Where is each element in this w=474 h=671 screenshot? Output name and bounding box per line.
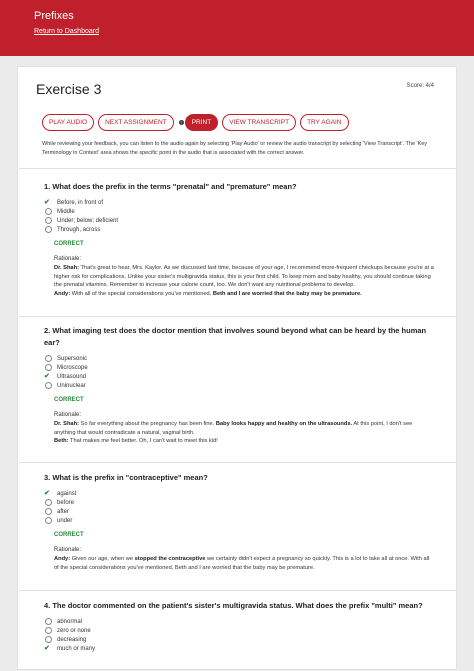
option-label: Middle bbox=[57, 208, 75, 215]
speaker-name: Dr. Shah: bbox=[54, 421, 79, 427]
exercise-title: Exercise 3 bbox=[36, 81, 102, 97]
option-label: after bbox=[57, 508, 70, 515]
rationale-text bbox=[54, 555, 434, 572]
view-transcript-button[interactable]: VIEW TRANSCRIPT bbox=[222, 114, 296, 131]
rationale-label: Rationale: bbox=[54, 256, 82, 262]
dialogue-text: So far everything about the pregnancy has been fine. bbox=[78, 421, 216, 427]
option-label: Supersonic bbox=[57, 355, 88, 362]
print-button[interactable]: PRINT bbox=[185, 114, 219, 131]
app-header bbox=[0, 0, 474, 56]
answer-option[interactable] bbox=[44, 198, 435, 207]
question-title: 2. What imaging test does the doctor mention that involves sound beyond what can be heard by the human ear? bbox=[44, 326, 427, 347]
option-label: before bbox=[57, 499, 75, 506]
radio-button-icon[interactable] bbox=[45, 499, 52, 506]
answer-option[interactable] bbox=[44, 225, 435, 234]
answer-options bbox=[44, 198, 435, 234]
rationale-label: Rationale: bbox=[54, 547, 82, 553]
speaker-name: Andy: bbox=[54, 556, 71, 562]
radio-button-icon[interactable] bbox=[45, 508, 52, 515]
question-2 bbox=[19, 316, 457, 462]
rationale-text bbox=[54, 420, 434, 446]
option-label: Under; below; deficient bbox=[57, 217, 119, 224]
option-label: against bbox=[57, 490, 77, 497]
option-label: Through, across bbox=[57, 226, 101, 233]
answer-option[interactable] bbox=[44, 372, 435, 381]
radio-button-icon[interactable] bbox=[45, 208, 52, 215]
option-label: Uninuclear bbox=[57, 382, 86, 389]
page-title: Prefixes bbox=[34, 10, 74, 22]
option-label: under bbox=[57, 517, 73, 524]
speaker-name: Beth: bbox=[54, 438, 69, 444]
radio-button-icon[interactable] bbox=[45, 217, 52, 224]
radio-button-icon[interactable] bbox=[45, 618, 52, 625]
score-label: Score: 4/4 bbox=[406, 83, 434, 89]
correct-badge: CORRECT bbox=[54, 241, 84, 247]
radio-button-icon[interactable] bbox=[45, 517, 52, 524]
checkmark-icon: ✔ bbox=[44, 372, 50, 380]
answer-option[interactable] bbox=[44, 507, 435, 516]
answer-option[interactable] bbox=[44, 207, 435, 216]
radio-button-icon[interactable] bbox=[45, 364, 52, 371]
question-4 bbox=[19, 590, 457, 671]
answer-option[interactable] bbox=[44, 354, 435, 363]
question-1 bbox=[19, 168, 457, 316]
dialogue-text: At this point, I don't see anything that would contradicate a natural, vaginal birth. bbox=[54, 421, 413, 436]
checkmark-icon: ✔ bbox=[44, 489, 50, 497]
toolbar bbox=[42, 112, 353, 132]
rationale-text bbox=[54, 264, 434, 298]
answer-option[interactable] bbox=[44, 216, 435, 225]
answer-option[interactable] bbox=[44, 489, 435, 498]
correct-badge: CORRECT bbox=[54, 532, 84, 538]
rationale-label: Rationale: bbox=[54, 412, 82, 418]
answer-options bbox=[44, 489, 435, 525]
answer-option[interactable] bbox=[44, 644, 435, 653]
option-label: abnormal bbox=[57, 618, 83, 625]
play-audio-button[interactable]: PLAY AUDIO bbox=[42, 114, 94, 131]
checkmark-icon: ✔ bbox=[44, 198, 50, 206]
answer-option[interactable] bbox=[44, 626, 435, 635]
answer-option[interactable] bbox=[44, 498, 435, 507]
question-title: 3. What is the prefix in "contraceptive" mean? bbox=[44, 473, 208, 482]
dialogue-text: we certainly didn't expect a pregnancy so quickly. This is a lot to take all at once. With all of the special considerations you've mentioned, Beth and I are worried that the baby may be premature. bbox=[54, 556, 430, 571]
answer-option[interactable] bbox=[44, 617, 435, 626]
dialogue-text: That's great to hear, Mrs. Kaylor. As we discussed last time, because of your age, I recommend more-frequent checkups because you're at a higher risk for complications. Unlike your sister's multigravida status, this is your first child. To keep mom and baby healthy, you should continue taking the prenatal vitamins. Remember to increase your calorie count, too. We don't want any nutritional problems to develop. bbox=[54, 265, 434, 288]
checkmark-icon: ✔ bbox=[44, 644, 50, 652]
option-label: Microscope bbox=[57, 364, 88, 371]
next-assignment-button[interactable]: NEXT ASSIGNMENT bbox=[98, 114, 174, 131]
key-terminology-highlight: Beth and I are worried that the baby may be premature. bbox=[212, 290, 362, 297]
key-terminology-highlight: Baby looks happy and healthy on the ultrasounds. bbox=[215, 421, 353, 427]
option-label: decreasing bbox=[57, 636, 87, 643]
key-terminology-highlight: stopped the contraceptive bbox=[134, 556, 206, 562]
help-icon[interactable]: ? bbox=[180, 119, 183, 125]
answer-option[interactable] bbox=[44, 381, 435, 390]
try-again-button[interactable]: TRY AGAIN bbox=[300, 114, 348, 131]
option-label: much or many bbox=[57, 645, 96, 652]
answer-options bbox=[44, 617, 435, 653]
dialogue-text: That makes me feel better. Oh, I can't wait to meet this kid! bbox=[68, 438, 218, 444]
question-3 bbox=[19, 462, 457, 590]
question-title: 1. What does the prefix in the terms "prenatal" and "premature" mean? bbox=[44, 182, 297, 191]
radio-button-icon[interactable] bbox=[45, 636, 52, 643]
instructions-text: While reviewing your feedback, you can listen to the audio again by selecting 'Play Audio' or review the audio transcript by selecting 'View Transcript'. The 'Key Terminology in Context' area shows the specific point in the audio that is associated with the correct answer. bbox=[42, 141, 428, 156]
option-label: Ultrasound bbox=[57, 373, 87, 380]
exercise-card bbox=[17, 66, 457, 670]
radio-button-icon[interactable] bbox=[45, 355, 52, 362]
answer-option[interactable] bbox=[44, 363, 435, 372]
option-label: Before, in front of bbox=[57, 199, 104, 206]
question-title: 4. The doctor commented on the patient's sister's multigravida status. What does the prefix "multi" mean? bbox=[44, 601, 423, 610]
radio-button-icon[interactable] bbox=[45, 627, 52, 634]
return-to-dashboard-link[interactable]: Return to Dashboard bbox=[34, 28, 99, 35]
answer-option[interactable] bbox=[44, 516, 435, 525]
answer-option[interactable] bbox=[44, 635, 435, 644]
dialogue-text: With all of the special considerations you've mentioned, bbox=[70, 290, 213, 297]
answer-options bbox=[44, 354, 435, 390]
speaker-name: Dr. Shah: bbox=[54, 265, 79, 271]
option-label: zero or none bbox=[57, 627, 91, 634]
correct-badge: CORRECT bbox=[54, 397, 84, 403]
speaker-name: Andy: bbox=[54, 290, 71, 297]
radio-button-icon[interactable] bbox=[45, 226, 52, 233]
radio-button-icon[interactable] bbox=[45, 382, 52, 389]
dialogue-text: Given our age, when we bbox=[70, 556, 135, 562]
